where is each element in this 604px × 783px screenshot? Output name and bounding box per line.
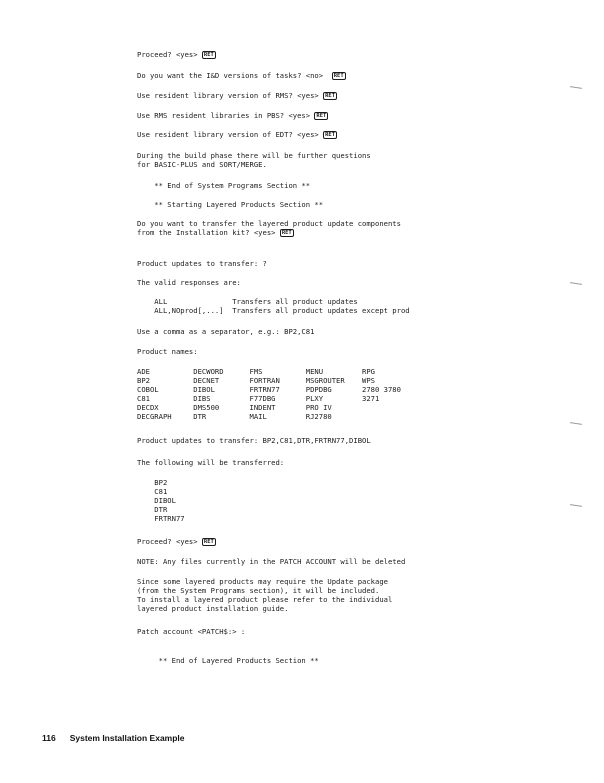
line-edt-resident: Use resident library version of EDT? <yes> RET bbox=[137, 130, 336, 139]
page-footer bbox=[42, 733, 199, 743]
margin-mark bbox=[570, 282, 582, 285]
ret-key: RET bbox=[325, 132, 336, 138]
margin-mark bbox=[570, 504, 582, 507]
ret-key: RET bbox=[203, 539, 214, 545]
page-number: 116 bbox=[42, 733, 56, 743]
line-response-options: ALL Transfers all product updates ALL,NOprod[,...] Transfers all product updates except prod bbox=[154, 297, 410, 315]
ret-key: RET bbox=[333, 73, 344, 79]
line-product-names: Product names: bbox=[137, 347, 198, 356]
product-names-table: ADE DECWORD FMS MENU RPG BP2 DECNET FORTRAN MSGROUTER WPS COBOL DIBOL FRTRN77 PDPDBG 2780 3780 C81 DIBS F77DBG PLXY 3271 DECDX DMS500 INDENT PRO IV DECGRAPH DTR MAIL RJ2780 bbox=[137, 367, 401, 421]
line-updates-prompt: Product updates to transfer: ? bbox=[137, 259, 267, 268]
line-id-versions: Do you want the I&D versions of tasks? <no> RET bbox=[137, 71, 344, 80]
line-rms-pbs: Use RMS resident libraries in PBS? <yes> RET bbox=[137, 111, 327, 120]
line-transfer-question: Do you want to transfer the layered product update components from the Installation kit? <yes> RET bbox=[137, 219, 401, 237]
line-start-layered: ** Starting Layered Products Section ** bbox=[137, 200, 324, 209]
line-end-system: ** End of System Programs Section ** bbox=[137, 181, 311, 190]
margin-mark bbox=[570, 86, 582, 89]
ret-key: RET bbox=[325, 93, 336, 99]
ret-key: RET bbox=[281, 230, 292, 236]
line-proceed-1: Proceed? <yes> RET bbox=[137, 50, 214, 59]
line-rms-resident: Use resident library version of RMS? <yes> RET bbox=[137, 91, 336, 100]
ret-key: RET bbox=[203, 52, 214, 58]
line-note: NOTE: Any files currently in the PATCH ACCOUNT will be deleted bbox=[137, 557, 406, 566]
ret-key: RET bbox=[316, 113, 327, 119]
footer-title: System Installation Example bbox=[69, 733, 185, 743]
line-patch-account: Patch account <PATCH$:> : bbox=[137, 627, 246, 636]
line-separator-hint: Use a comma as a separator, e.g.: BP2,C81 bbox=[137, 327, 315, 336]
line-update-package: Since some layered products may require the Update package (from the System Programs section), it will be included. To install a layered product please refer to the individual layered product installation guide. bbox=[137, 577, 393, 613]
line-following: The following will be transferred: bbox=[137, 458, 285, 467]
line-build-phase: During the build phase there will be further questions for BASIC-PLUS and SORT/MERGE. bbox=[137, 151, 371, 169]
margin-mark bbox=[570, 422, 582, 425]
line-proceed-2: Proceed? <yes> RET bbox=[137, 537, 214, 546]
line-valid-responses: The valid responses are: bbox=[137, 278, 241, 287]
line-updates-answer: Product updates to transfer: BP2,C81,DTR,FRTRN77,DIBOL bbox=[137, 436, 371, 445]
line-end-layered: ** End of Layered Products Section ** bbox=[137, 656, 319, 665]
transfer-list: BP2 C81 DIBOL DTR FRTRN77 bbox=[154, 478, 185, 523]
